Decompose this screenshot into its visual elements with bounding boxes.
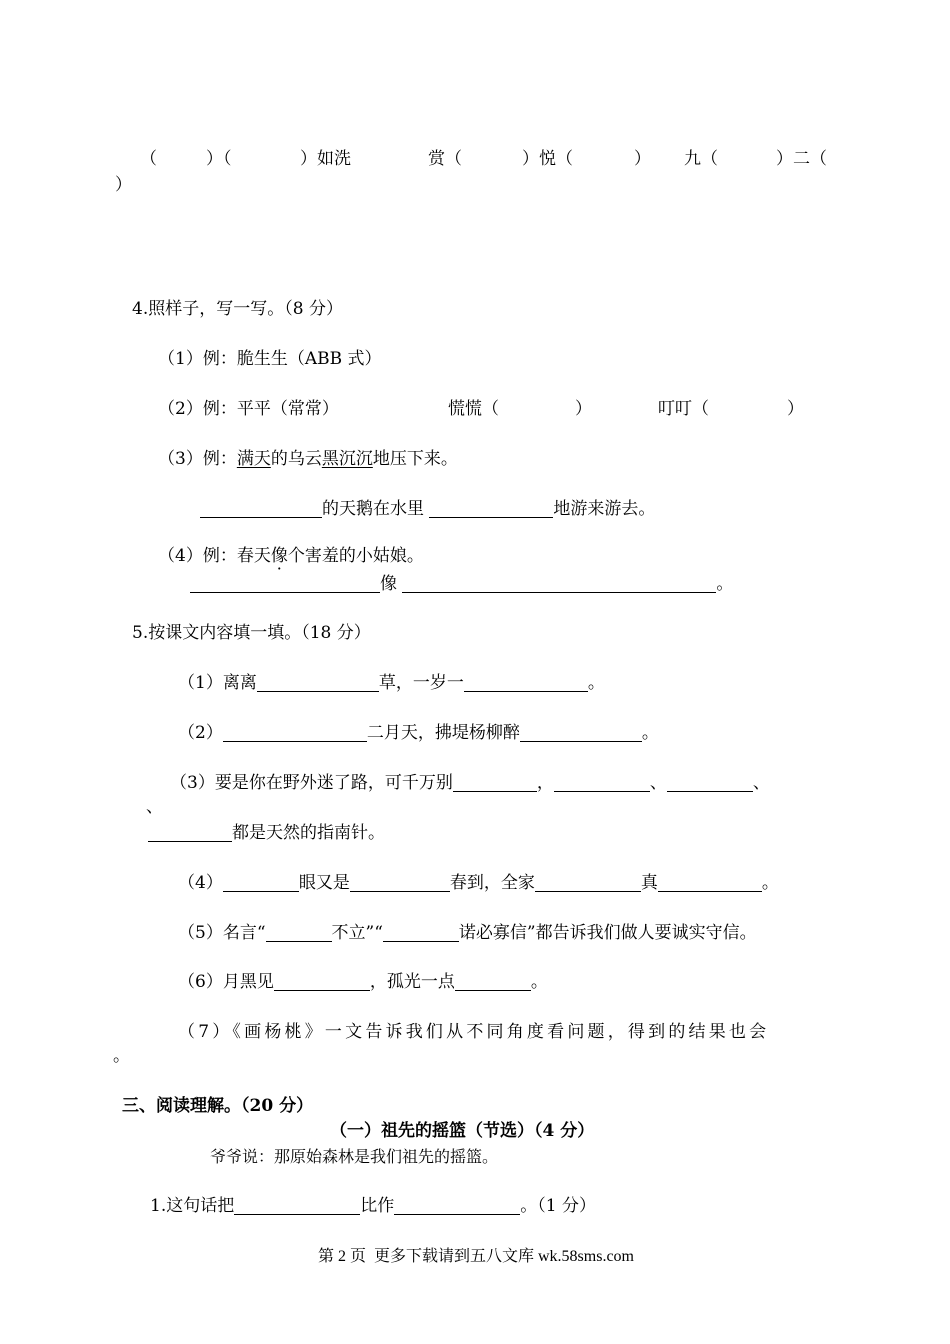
paren-3: ） <box>634 149 651 169</box>
q4-item-4-dotted-char: 像 <box>270 546 288 566</box>
answer-blank[interactable] <box>554 773 650 792</box>
answer-blank[interactable] <box>350 873 450 892</box>
q5-item-5 <box>178 922 757 944</box>
q4-item-4-answer-suffix: 。 <box>716 574 734 594</box>
answer-blank[interactable] <box>190 574 380 593</box>
q4-item-3 <box>158 448 458 470</box>
q5-item-4-m2: 春到，全家 <box>449 873 535 893</box>
q5-item-3-cont <box>148 822 385 844</box>
q5-item-7: （7）《画杨桃》一文告诉我们从不同角度看问题，得到的结果也会 <box>178 1022 770 1042</box>
answer-blank[interactable] <box>257 673 379 692</box>
q5-item-2-suffix: 。 <box>641 723 659 743</box>
q4-item-3-underline-2: 黑沉沉 <box>321 449 373 469</box>
q4-item-4-answer-mid: 像 <box>380 574 397 594</box>
q5-item-2-mid: 二月天，拂堤杨柳醉 <box>366 723 520 743</box>
answer-blank[interactable] <box>429 499 553 518</box>
answer-blank[interactable] <box>658 873 762 892</box>
answer-blank[interactable] <box>223 723 367 742</box>
answer-blank[interactable] <box>453 773 537 792</box>
q5-item-3-wrap: 、 <box>146 797 163 817</box>
er-text: ）二（ <box>776 149 827 169</box>
q5-item-3-tail: 都是天然的指南针。 <box>232 823 385 843</box>
q4-item-2-dingding: 叮叮（ <box>658 399 709 419</box>
q5-item-3 <box>170 772 770 794</box>
answer-blank[interactable] <box>383 923 459 942</box>
q4-item-3-suffix: 地压下来。 <box>372 449 458 469</box>
q5-item-4 <box>178 872 779 894</box>
section-3-title: 三、阅读理解。（20 分） <box>122 1096 314 1116</box>
q5-item-2 <box>178 722 659 744</box>
q5-item-6-suffix: 。 <box>530 972 548 992</box>
q4-item-3-prefix: （3）例： <box>158 449 237 469</box>
answer-blank[interactable] <box>520 723 642 742</box>
answer-blank[interactable] <box>274 972 370 991</box>
q4-item-3-answer <box>200 498 655 520</box>
q5-item-5-m2: 诺必寡信”都告诉我们做人要诚实守信。 <box>458 923 757 943</box>
q5-item-4-m3: 真 <box>640 873 658 893</box>
paren-2: ）（ <box>206 149 232 169</box>
q5-item-6-prefix: （6）月黑见 <box>178 972 274 992</box>
q4-item-2-huanghuang: 慌慌（ <box>448 399 499 419</box>
q5-item-5-m1: 不立”“ <box>331 923 383 943</box>
q5-item-2-prefix: （2） <box>178 723 223 743</box>
q4-item-2-close2: ） <box>787 399 804 419</box>
q5-item-3-dun-2: 、 <box>752 773 770 793</box>
q4-item-4 <box>158 545 424 567</box>
answer-blank[interactable] <box>394 1196 520 1215</box>
answer-blank[interactable] <box>266 923 332 942</box>
q5-item-1-mid: 草，一岁一 <box>378 673 464 693</box>
ruxi-text: ）如洗 <box>300 149 351 169</box>
q4-item-3-answer-suffix: 地游来游去。 <box>553 499 656 519</box>
q5-item-3-prefix: （3）要是你在野外迷了路，可千万别 <box>170 773 453 793</box>
q5-item-3-dun-1: 、 <box>649 773 667 793</box>
paren-wrap: ） <box>115 175 132 195</box>
jiu-text: 九（ <box>684 149 718 169</box>
reading-1-q1-mid: 比作 <box>360 1196 395 1216</box>
yue-text: ）悦（ <box>522 149 573 169</box>
q5-item-1-suffix: 。 <box>587 673 605 693</box>
answer-blank[interactable] <box>455 972 531 991</box>
q5-item-6 <box>178 971 548 993</box>
shang-text: 赏（ <box>428 149 462 169</box>
answer-blank[interactable] <box>148 823 232 842</box>
q4-item-4-answer <box>190 573 733 595</box>
q5-item-3-comma: ， <box>536 773 554 793</box>
answer-blank[interactable] <box>234 1196 360 1215</box>
q4-item-3-underline-1: 满天 <box>236 449 271 469</box>
answer-blank[interactable] <box>667 773 753 792</box>
reading-1-q1-suffix: 。（1 分） <box>520 1196 596 1216</box>
q5-item-6-mid: ，孤光一点 <box>369 972 455 992</box>
q5-item-1 <box>178 672 605 694</box>
q5-item-4-m1: 眼又是 <box>298 873 350 893</box>
reading-1-quote: 爷爷说：那原始森林是我们祖先的摇篮。 <box>210 1147 499 1166</box>
q5-item-7-end: 。 <box>113 1046 130 1066</box>
q4-item-3-answer-mid: 的天鹅在水里 <box>322 499 424 519</box>
answer-blank[interactable] <box>535 873 641 892</box>
q5-title: 5.按课文内容填一填。（18 分） <box>132 623 371 643</box>
q4-item-2-example: （2）例：平平（常常） <box>158 399 339 419</box>
paren-1: （ <box>140 149 157 169</box>
q4-item-3-mid: 的乌云 <box>270 449 322 469</box>
reading-1-q1-prefix: 1.这句话把 <box>150 1196 235 1216</box>
q5-item-1-prefix: （1）离离 <box>178 673 257 693</box>
answer-blank[interactable] <box>200 499 322 518</box>
q4-item-1: （1）例：脆生生（ABB 式） <box>158 349 382 369</box>
q5-item-4-suffix: 。 <box>761 873 779 893</box>
q4-item-2-close1: ） <box>575 399 592 419</box>
q5-item-5-prefix: （5）名言“ <box>178 923 266 943</box>
answer-blank[interactable] <box>402 574 716 593</box>
q4-title: 4.照样子，写一写。（8 分） <box>132 299 343 319</box>
reading-1-q1 <box>150 1195 596 1217</box>
answer-blank[interactable] <box>464 673 588 692</box>
reading-1-title: （一）祖先的摇篮（节选）（4 分） <box>330 1121 595 1141</box>
q4-item-4-suffix: 个害羞的小姑娘。 <box>287 546 424 566</box>
page-footer: 第 2 页 更多下载请到五八文库 wk.58sms.com <box>318 1248 635 1265</box>
q4-item-4-prefix: （4）例：春天 <box>158 546 271 566</box>
q5-item-4-prefix: （4） <box>178 873 223 893</box>
answer-blank[interactable] <box>223 873 299 892</box>
